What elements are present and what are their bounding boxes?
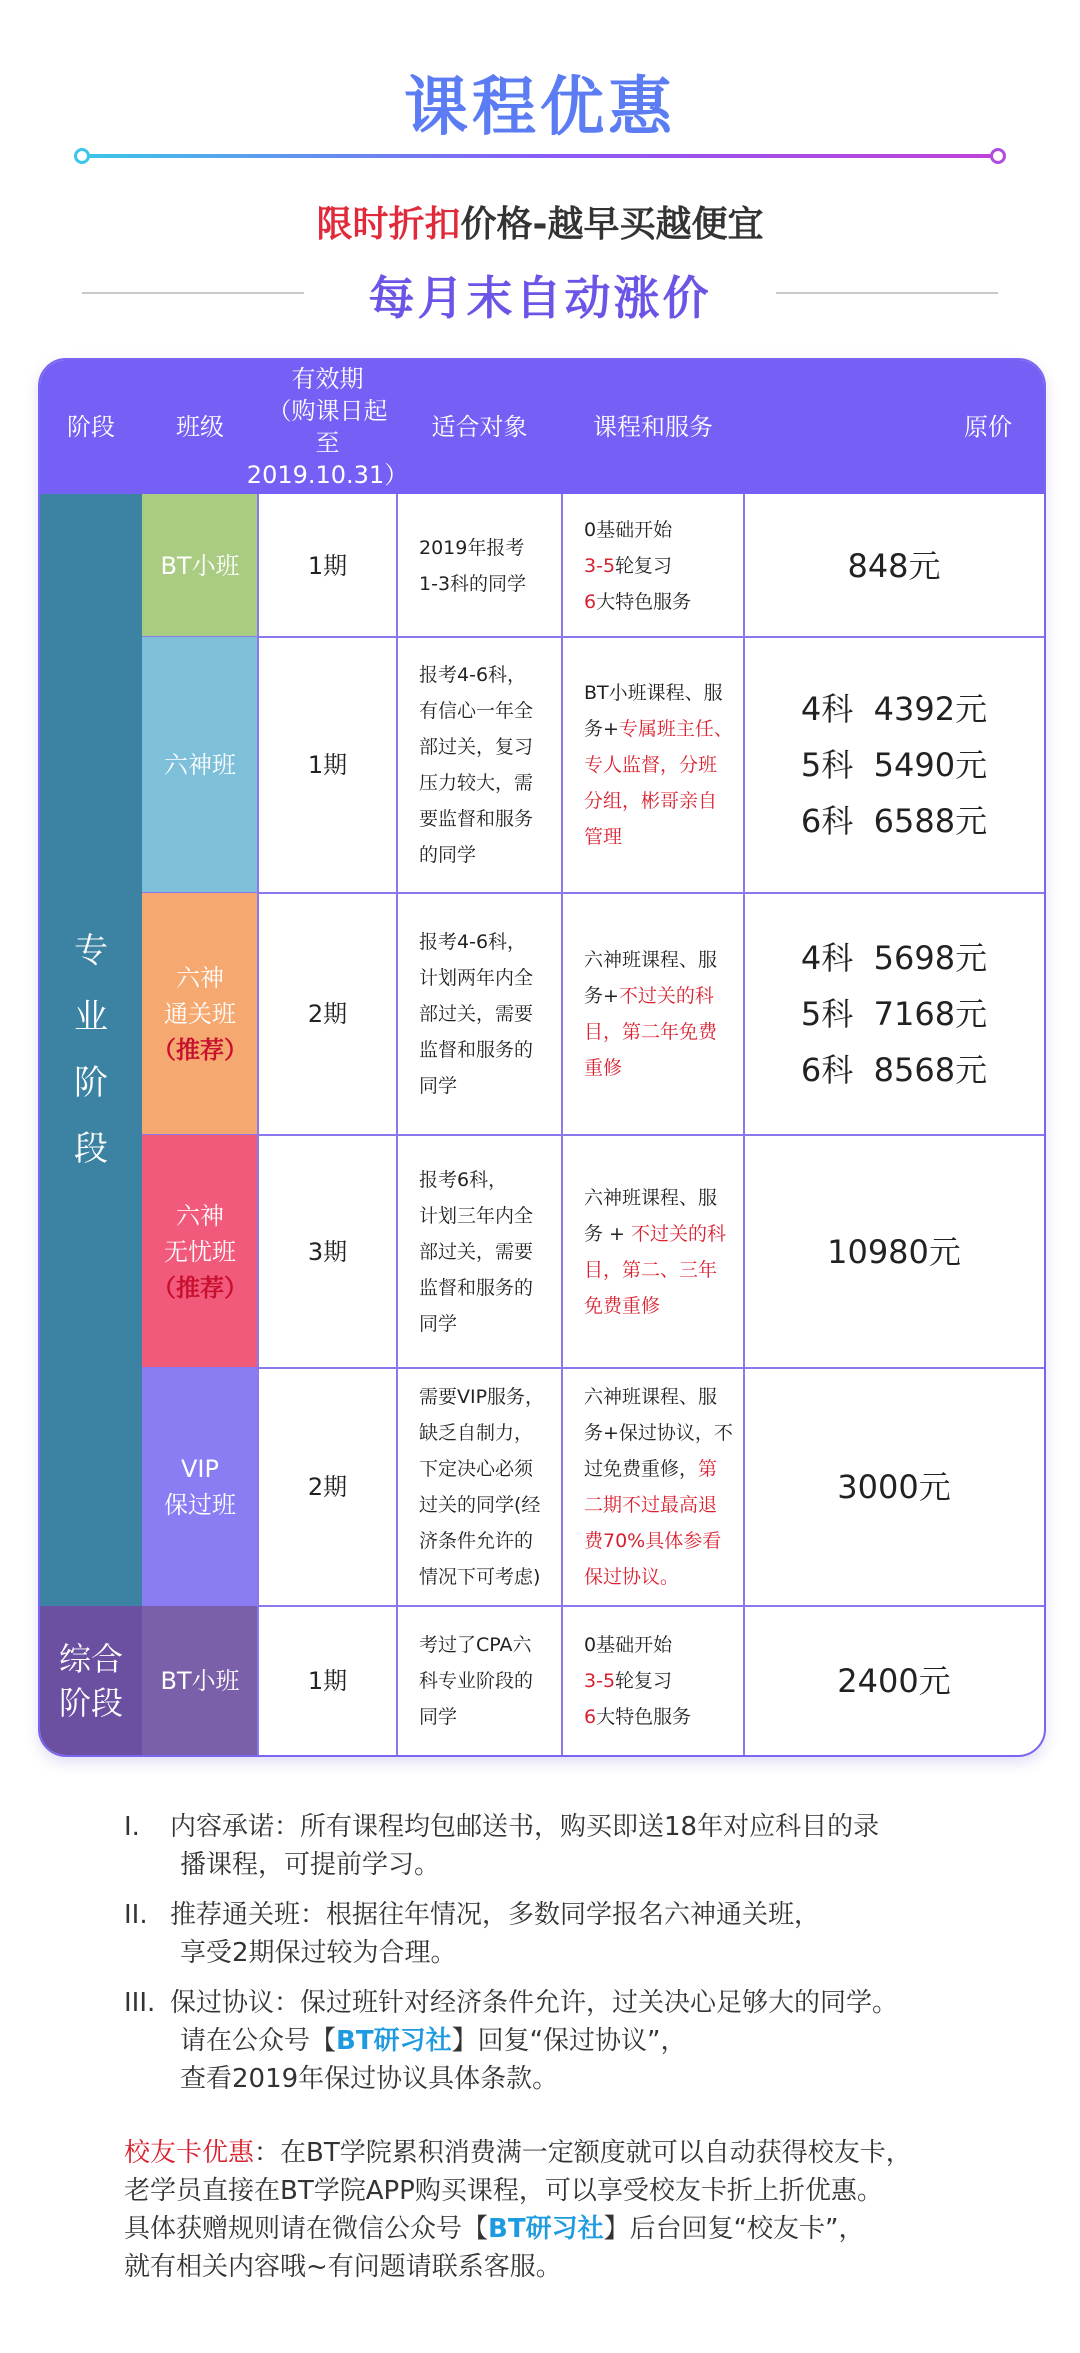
subtitle-price-rise bbox=[0, 262, 1080, 325]
service-text bbox=[584, 1379, 734, 1595]
course-price-table bbox=[38, 358, 1046, 1757]
target-line: 部过关，复习 bbox=[419, 736, 534, 758]
service-highlight: 3-5 bbox=[584, 1669, 616, 1692]
header-target: 适合对象 bbox=[431, 413, 528, 441]
service-plain: 0基础开始 bbox=[584, 1633, 673, 1656]
price-cell bbox=[744, 893, 1044, 1135]
price-list bbox=[827, 1224, 961, 1280]
price-rise-text: 每月末自动涨价 bbox=[368, 271, 712, 325]
column-divider bbox=[743, 494, 745, 1755]
target-line: 监督和服务的 bbox=[419, 1039, 534, 1061]
header-class: 班级 bbox=[176, 413, 224, 441]
service-text bbox=[584, 512, 691, 620]
price-value: 6科 8568元 bbox=[800, 1051, 988, 1089]
header-stage: 阶段 bbox=[67, 413, 115, 441]
service-highlight: 第二期不过最高退费70%具体参看保过协议。 bbox=[584, 1458, 722, 1588]
price-value: 3000元 bbox=[837, 1468, 951, 1506]
wechat-account-name: BT研习社 bbox=[488, 2214, 604, 2244]
class-cell bbox=[142, 1368, 258, 1606]
discount-highlight: 限时折扣 bbox=[316, 204, 461, 245]
price-list bbox=[801, 930, 987, 1098]
target-cell bbox=[397, 1368, 562, 1606]
alumni-card-label: 校友卡优惠 bbox=[124, 2138, 255, 2168]
service-line bbox=[584, 548, 691, 584]
target-text bbox=[419, 1379, 544, 1595]
note-item bbox=[124, 1808, 1024, 1884]
stage-char: 专 bbox=[74, 931, 108, 971]
class-name-line: VIP bbox=[181, 1455, 219, 1483]
price-value: 5科 7168元 bbox=[800, 995, 988, 1033]
class-name bbox=[160, 548, 239, 584]
price-value: 4科 5698元 bbox=[800, 939, 988, 977]
service-highlight: 专属班主任、专人监督，分班分组，彬哥亲自管理 bbox=[584, 718, 733, 848]
target-line: 下定决心必须 bbox=[419, 1458, 534, 1480]
class-cell bbox=[142, 893, 258, 1135]
note-text: 内容承诺：所有课程均包邮送书，购买即送18年对应科目的录 bbox=[170, 1812, 880, 1842]
note-text: 】回复“保过协议”， bbox=[451, 2026, 687, 2056]
period-cell: 1期 bbox=[307, 1666, 348, 1695]
target-line: 同学 bbox=[419, 1075, 458, 1097]
note-number: I. bbox=[124, 1812, 140, 1842]
recommended-badge: （推荐） bbox=[152, 1036, 248, 1064]
class-name-line: 六神 bbox=[176, 1201, 224, 1230]
alumni-card-text: 具体获赠规则请在微信公众号【 bbox=[124, 2214, 489, 2244]
class-name-line: 六神 bbox=[176, 964, 224, 992]
price-cell bbox=[744, 1606, 1044, 1755]
period-cell: 2期 bbox=[307, 1473, 348, 1501]
service-line bbox=[584, 1699, 691, 1735]
alumni-card-text: ：在BT学院累积消费满一定额度就可以自动获得校友卡， bbox=[254, 2138, 912, 2168]
class-name-line: BT小班 bbox=[160, 551, 240, 580]
stage-line: 综合 bbox=[58, 1639, 123, 1678]
service-plain: 轮复习 bbox=[615, 1669, 673, 1692]
service-plain: 0基础开始 bbox=[584, 518, 673, 541]
stage-char: 业 bbox=[74, 997, 108, 1037]
target-cell bbox=[397, 494, 562, 637]
target-cell bbox=[397, 637, 562, 893]
price-value: 848元 bbox=[847, 546, 941, 585]
period-cell: 1期 bbox=[307, 551, 348, 580]
target-line: 济条件允许的 bbox=[419, 1530, 534, 1552]
alumni-card-info bbox=[124, 2134, 1024, 2286]
class-name bbox=[164, 1451, 236, 1523]
note-wechat-line bbox=[124, 2022, 1024, 2060]
subtitle-discount bbox=[0, 196, 1080, 247]
alumni-card-text: 】后台回复“校友卡”， bbox=[603, 2214, 865, 2244]
class-name bbox=[160, 1663, 239, 1699]
price-cell bbox=[744, 637, 1044, 893]
service-text bbox=[584, 942, 734, 1086]
note-text: 保过协议：保过班针对经济条件允许，过关决心足够大的同学。 bbox=[170, 1988, 899, 2018]
title-divider bbox=[82, 154, 998, 158]
service-plain: 轮复习 bbox=[615, 554, 673, 577]
service-cell bbox=[562, 637, 744, 893]
class-cell bbox=[142, 1135, 258, 1368]
price-value: 6科 6588元 bbox=[800, 802, 988, 840]
divider-dot-right bbox=[990, 148, 1006, 164]
service-text bbox=[584, 1180, 734, 1324]
target-cell bbox=[397, 1135, 562, 1368]
target-line: 压力较大，需 bbox=[419, 772, 534, 794]
note-text: 请在公众号【 bbox=[180, 2026, 337, 2056]
column-divider bbox=[561, 494, 563, 1755]
stage-comprehensive bbox=[40, 1606, 142, 1755]
target-line: 监督和服务的 bbox=[419, 1276, 534, 1299]
service-line bbox=[584, 584, 691, 620]
target-line: 1-3科的同学 bbox=[419, 572, 527, 595]
alumni-card-text: 就有相关内容哦~有问题请联系客服。 bbox=[124, 2252, 562, 2282]
note-text: 播课程，可提前学习。 bbox=[180, 1850, 441, 1880]
service-highlight: 6 bbox=[584, 1705, 597, 1728]
service-plain: BT小班课程、服务+ bbox=[584, 682, 723, 740]
period-cell: 3期 bbox=[307, 1237, 348, 1266]
class-name-line: 六神班 bbox=[164, 751, 236, 779]
target-line: 计划两年内全 bbox=[419, 967, 534, 989]
target-line: 的同学 bbox=[419, 844, 477, 866]
service-highlight: 6 bbox=[584, 590, 597, 613]
target-line: 报考4-6科， bbox=[419, 931, 527, 953]
target-line: 计划三年内全 bbox=[419, 1204, 534, 1227]
class-name-line: BT小班 bbox=[160, 1666, 240, 1695]
header-validity-line: （购课日起至 bbox=[267, 397, 388, 457]
wechat-account-name: BT研习社 bbox=[336, 2026, 452, 2056]
stage-char: 阶 bbox=[74, 1063, 108, 1103]
service-plain: 大特色服务 bbox=[596, 1705, 692, 1728]
stage-professional bbox=[40, 494, 142, 1606]
stage-char: 段 bbox=[74, 1129, 108, 1169]
price-list bbox=[837, 1459, 950, 1515]
service-line bbox=[584, 512, 691, 548]
recommended-badge: （推荐） bbox=[152, 1273, 248, 1302]
price-value: 10980元 bbox=[827, 1232, 961, 1271]
class-name-line: 无忧班 bbox=[164, 1237, 236, 1266]
stage-line: 阶段 bbox=[58, 1683, 123, 1722]
table-header bbox=[40, 360, 1044, 494]
divider-dot-left bbox=[74, 148, 90, 164]
service-text bbox=[584, 675, 734, 855]
alumni-card-text: 老学员直接在BT学院APP购买课程，可以享受校友卡折上折优惠。 bbox=[124, 2176, 883, 2206]
service-cell bbox=[562, 494, 744, 637]
note-text: 查看2019年保过协议具体条款。 bbox=[180, 2064, 559, 2094]
service-text bbox=[584, 1627, 691, 1735]
page-title: 课程优惠 bbox=[404, 71, 676, 145]
note-item bbox=[124, 1984, 1024, 2098]
target-line: 报考6科， bbox=[419, 1168, 508, 1191]
period-cell: 1期 bbox=[307, 751, 348, 779]
target-line: 报考4-6科， bbox=[419, 664, 527, 686]
target-line: 缺乏自制力， bbox=[419, 1422, 534, 1444]
price-cell bbox=[744, 1368, 1044, 1606]
target-line: 有信心一年全 bbox=[419, 700, 534, 722]
service-highlight: 不过关的科目，第二、三年免费重修 bbox=[584, 1222, 727, 1317]
target-line: 要监督和服务 bbox=[419, 808, 534, 830]
service-plain: 六神班课程、服务 + bbox=[584, 1186, 718, 1245]
target-text bbox=[419, 1627, 533, 1735]
target-cell bbox=[397, 1606, 562, 1755]
note-item bbox=[124, 1896, 1024, 1972]
header-price: 原价 bbox=[964, 413, 1012, 441]
service-line bbox=[584, 1663, 691, 1699]
target-cell bbox=[397, 893, 562, 1135]
target-line: 部过关，需要 bbox=[419, 1240, 534, 1263]
service-plain: 大特色服务 bbox=[596, 590, 692, 613]
class-cell bbox=[142, 494, 258, 637]
service-line bbox=[584, 1627, 691, 1663]
target-line: 2019年报考 bbox=[419, 536, 525, 559]
service-cell bbox=[562, 893, 744, 1135]
price-value: 2400元 bbox=[837, 1661, 951, 1700]
class-name-line: 保过班 bbox=[164, 1491, 236, 1519]
target-line: 考过了CPA六 bbox=[419, 1633, 532, 1656]
service-highlight: 3-5 bbox=[584, 554, 616, 577]
note-number: II. bbox=[124, 1900, 148, 1930]
price-list bbox=[837, 1653, 950, 1709]
header-service: 课程和服务 bbox=[593, 413, 713, 441]
period-cell: 2期 bbox=[307, 1000, 348, 1028]
target-text bbox=[419, 657, 533, 873]
price-value: 5科 5490元 bbox=[800, 746, 988, 784]
header-validity bbox=[246, 360, 409, 494]
column-divider bbox=[396, 494, 398, 1755]
price-cell bbox=[744, 494, 1044, 637]
service-plain: 六神班课程、服务+ bbox=[584, 949, 718, 1007]
discount-text: 价格-越早买越便宜 bbox=[460, 204, 764, 245]
note-text: 享受2期保过较为合理。 bbox=[180, 1938, 457, 1968]
class-name bbox=[152, 960, 248, 1068]
note-number: III. bbox=[124, 1988, 156, 2018]
class-name bbox=[152, 1198, 248, 1306]
price-cell bbox=[744, 1135, 1044, 1368]
service-cell bbox=[562, 1368, 744, 1606]
class-cell bbox=[142, 637, 258, 893]
target-line: 情况下可考虑) bbox=[419, 1566, 541, 1588]
price-list bbox=[801, 681, 987, 849]
target-text bbox=[419, 530, 526, 602]
service-highlight: 不过关的科目，第二年免费重修 bbox=[584, 985, 718, 1079]
class-name-line: 通关班 bbox=[164, 1000, 236, 1028]
target-line: 部过关，需要 bbox=[419, 1003, 534, 1025]
target-text bbox=[419, 1162, 533, 1342]
notes-list bbox=[124, 1808, 1024, 2110]
note-text: 推荐通关班：根据往年情况，多数同学报名六神通关班， bbox=[170, 1900, 821, 1930]
target-line: 需要VIP服务， bbox=[419, 1386, 545, 1408]
header-validity-line: 有效期 bbox=[291, 365, 364, 393]
target-line: 过关的同学(经 bbox=[419, 1494, 541, 1516]
target-text bbox=[419, 924, 533, 1104]
class-cell bbox=[142, 1606, 258, 1755]
service-plain: 六神班课程、服务+保过协议，不过免费重修， bbox=[584, 1386, 733, 1480]
target-line: 科专业阶段的 bbox=[419, 1669, 534, 1692]
service-cell bbox=[562, 1135, 744, 1368]
service-cell bbox=[562, 1606, 744, 1755]
price-list bbox=[847, 538, 940, 594]
column-divider bbox=[257, 494, 259, 1755]
target-line: 同学 bbox=[419, 1312, 458, 1335]
price-value: 4科 4392元 bbox=[800, 690, 988, 728]
target-line: 同学 bbox=[419, 1705, 458, 1728]
class-name bbox=[164, 747, 236, 783]
header-validity-line: 2019.10.31） bbox=[246, 461, 409, 489]
